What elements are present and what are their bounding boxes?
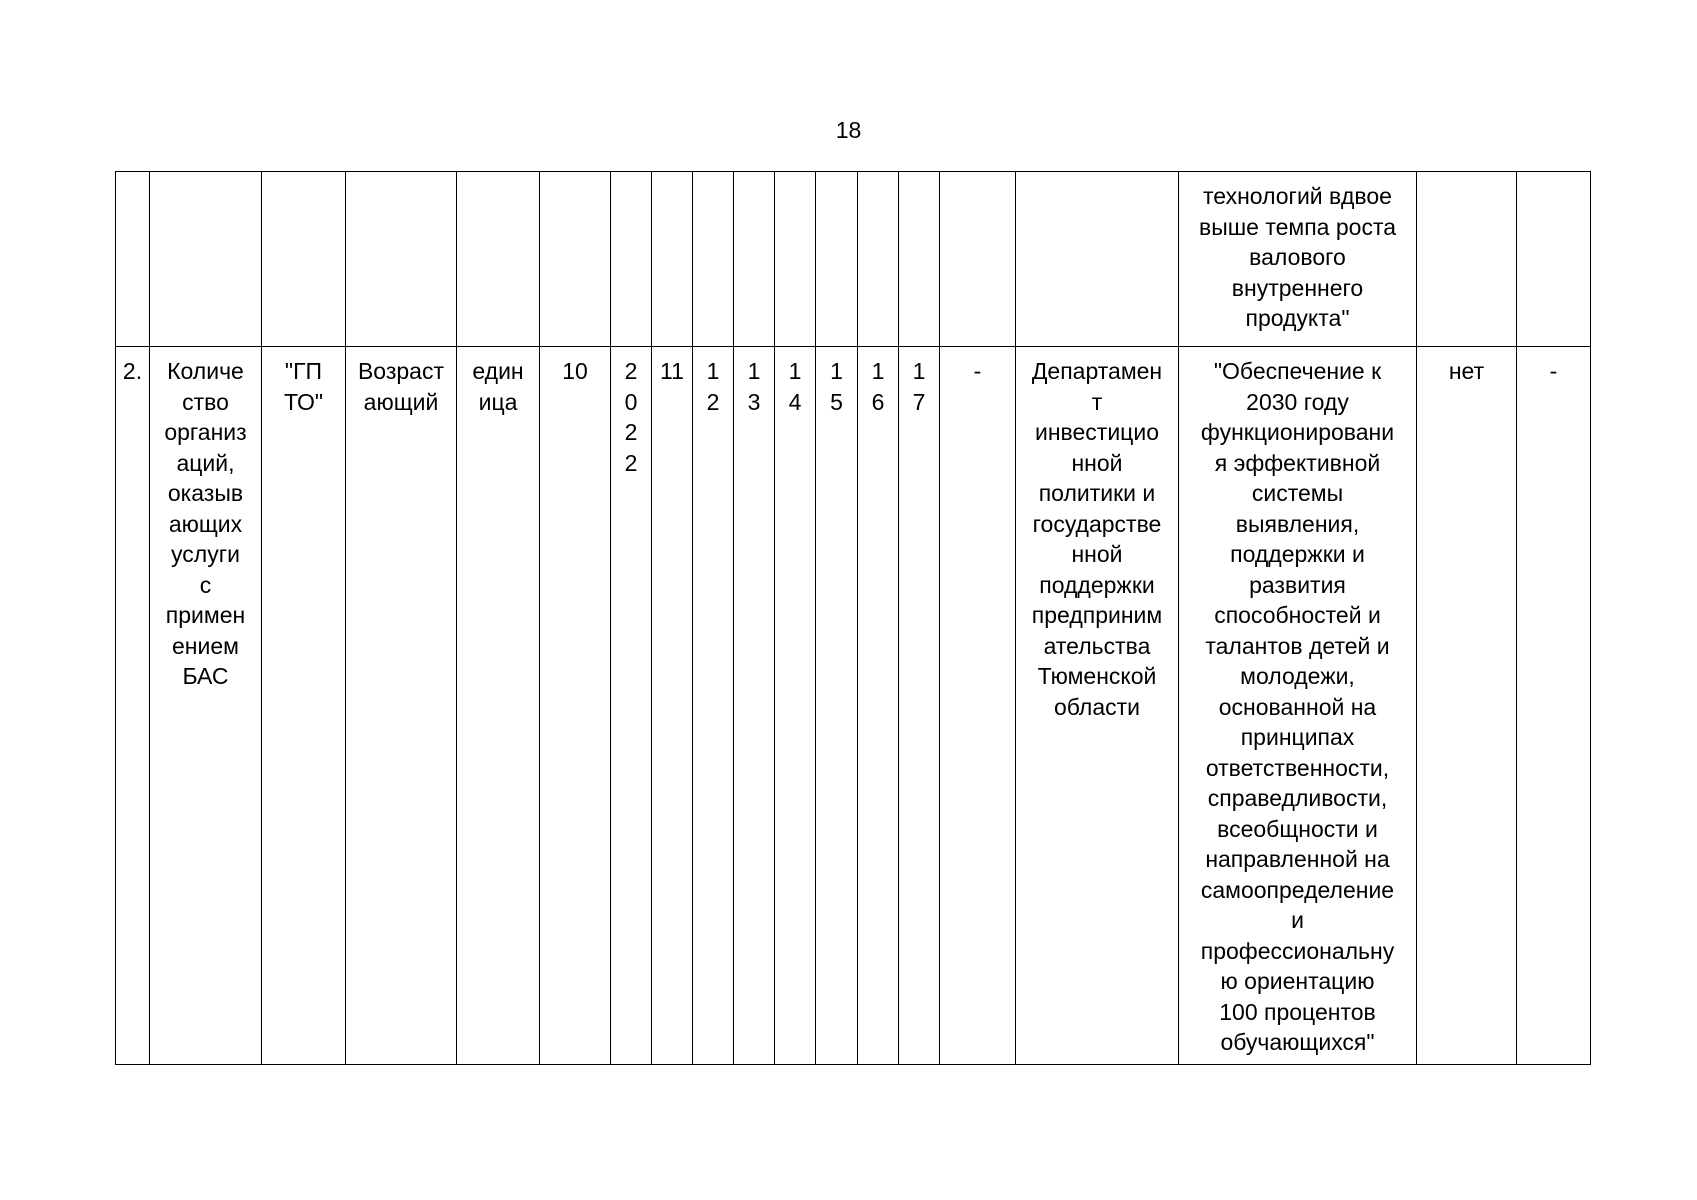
indicator-level: "ГП ТО" bbox=[262, 347, 346, 1065]
table-cell bbox=[457, 172, 540, 347]
table-cell bbox=[693, 172, 734, 347]
notes: - bbox=[1517, 347, 1591, 1065]
unit-of-measure: един ица bbox=[457, 347, 540, 1065]
table-cell bbox=[899, 172, 940, 347]
base-year: 2 0 2 2 bbox=[611, 347, 652, 1065]
document-reference: - bbox=[940, 347, 1016, 1065]
table-cell bbox=[858, 172, 899, 347]
table-cell bbox=[116, 172, 150, 347]
row-number: 2. bbox=[116, 347, 150, 1065]
table-cell bbox=[775, 172, 816, 347]
table-cell bbox=[816, 172, 858, 347]
table-row bbox=[116, 172, 1591, 347]
value-year-7: 1 7 bbox=[899, 347, 940, 1065]
value-year-1: 11 bbox=[652, 347, 693, 1065]
table-cell bbox=[611, 172, 652, 347]
table-cell bbox=[940, 172, 1016, 347]
value-year-4: 1 4 bbox=[775, 347, 816, 1065]
base-value: 10 bbox=[540, 347, 611, 1065]
table-cell bbox=[652, 172, 693, 347]
table-cell bbox=[734, 172, 775, 347]
national-goal: "Обеспечение к 2030 году функционировани я эффективной системы выявления, поддержки и развития способностей и талантов детей и молодежи, основанной на принципах ответственности, справедливости, всеобщности и направленной на самоопределение и профессиональну ю ориентацию 100 процентов обучающихся" bbox=[1179, 347, 1417, 1065]
table-cell bbox=[262, 172, 346, 347]
indicator-name: Количе ство организ аций, оказыв ающих услуги с примен ением БАС bbox=[150, 347, 262, 1065]
table-row bbox=[116, 347, 1591, 1065]
responsible-department: Департамен т инвестицио нной политики и государстве нной поддержки предприним ательства Тюменской области bbox=[1016, 347, 1179, 1065]
table-cell bbox=[346, 172, 457, 347]
gis-flag: нет bbox=[1417, 347, 1517, 1065]
value-year-6: 1 6 bbox=[858, 347, 899, 1065]
value-year-3: 1 3 bbox=[734, 347, 775, 1065]
goal-text-continuation: технологий вдвое выше темпа роста валового внутреннего продукта" bbox=[1179, 172, 1417, 347]
table-cell bbox=[1417, 172, 1517, 347]
value-year-2: 1 2 bbox=[693, 347, 734, 1065]
indicator-trend: Возраст ающий bbox=[346, 347, 457, 1065]
table-cell bbox=[1016, 172, 1179, 347]
indicators-table bbox=[115, 171, 1591, 1065]
page-number: 18 bbox=[835, 117, 862, 143]
value-year-5: 1 5 bbox=[816, 347, 858, 1065]
table-cell bbox=[1517, 172, 1591, 347]
table-cell bbox=[150, 172, 262, 347]
table-cell bbox=[540, 172, 611, 347]
